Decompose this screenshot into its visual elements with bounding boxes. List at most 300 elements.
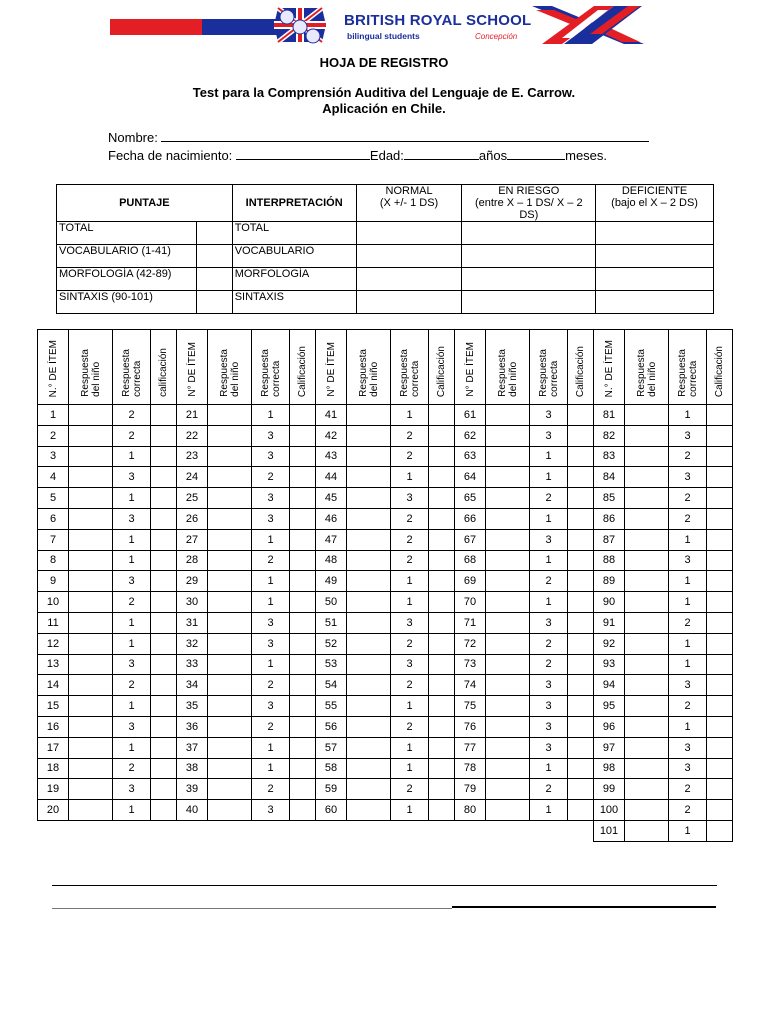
child-response-cell[interactable] <box>208 488 252 509</box>
grade-cell[interactable] <box>151 612 177 633</box>
item-number: 24 <box>177 467 208 488</box>
child-response-cell[interactable] <box>486 446 530 467</box>
child-response-cell[interactable] <box>208 737 252 758</box>
child-response-cell[interactable] <box>208 633 252 654</box>
child-response-cell[interactable] <box>625 633 669 654</box>
score-row <box>57 268 714 291</box>
child-response-cell[interactable] <box>69 592 113 613</box>
grade-header-text: calificación <box>158 348 169 397</box>
child-response-cell[interactable] <box>347 633 391 654</box>
grade-cell[interactable] <box>151 592 177 613</box>
item-number: 80 <box>455 800 486 821</box>
correct-response: 3 <box>113 779 151 800</box>
deficiente-cell[interactable] <box>596 268 714 291</box>
grade-cell[interactable] <box>151 529 177 550</box>
grade-cell[interactable] <box>429 446 455 467</box>
correct-response: 1 <box>252 405 290 426</box>
child-response-cell[interactable] <box>347 529 391 550</box>
grade-cell[interactable] <box>290 529 316 550</box>
header-banner <box>0 0 768 48</box>
grade-cell[interactable] <box>707 467 733 488</box>
grade-cell[interactable] <box>290 737 316 758</box>
grade-cell[interactable] <box>429 488 455 509</box>
child-response-cell[interactable] <box>486 696 530 717</box>
grade-cell[interactable] <box>568 571 594 592</box>
item-number: 9 <box>38 571 69 592</box>
child-response-cell[interactable] <box>625 405 669 426</box>
deficiente-cell[interactable] <box>596 245 714 268</box>
deficiente-cell[interactable] <box>596 222 714 245</box>
item-number: 43 <box>316 446 347 467</box>
edad-anos-field[interactable] <box>404 148 479 160</box>
child-response-cell[interactable] <box>486 592 530 613</box>
grade-header-text: Calificación <box>714 345 725 397</box>
grade-cell[interactable] <box>429 633 455 654</box>
normal-cell[interactable] <box>356 222 462 245</box>
grade-cell[interactable] <box>151 675 177 696</box>
child-response-cell[interactable] <box>208 446 252 467</box>
child-response-cell[interactable] <box>625 737 669 758</box>
child-response-cell[interactable] <box>486 529 530 550</box>
grade-cell[interactable] <box>290 425 316 446</box>
grade-cell[interactable] <box>568 488 594 509</box>
child-response-header <box>486 330 530 405</box>
item-number-header <box>177 330 208 405</box>
grade-cell[interactable] <box>568 550 594 571</box>
grade-cell[interactable] <box>290 467 316 488</box>
table-row <box>38 716 733 737</box>
grade-cell[interactable] <box>568 758 594 779</box>
child-response-cell[interactable] <box>69 716 113 737</box>
child-response-cell[interactable] <box>69 488 113 509</box>
correct-response: 1 <box>252 592 290 613</box>
grade-cell[interactable] <box>151 467 177 488</box>
interpretacion-label: SINTAXIS <box>232 291 356 314</box>
grade-cell[interactable] <box>707 550 733 571</box>
grade-cell[interactable] <box>151 800 177 821</box>
child-response-cell[interactable] <box>486 737 530 758</box>
grade-cell[interactable] <box>290 592 316 613</box>
grade-cell[interactable] <box>429 405 455 426</box>
table-row <box>38 508 733 529</box>
table-row <box>38 779 733 800</box>
grade-cell[interactable] <box>568 446 594 467</box>
correct-response-header-text: Respuesta correcta <box>120 349 143 397</box>
correct-response: 1 <box>530 758 568 779</box>
correct-response: 3 <box>113 467 151 488</box>
child-response-cell[interactable] <box>69 446 113 467</box>
child-response-cell[interactable] <box>347 800 391 821</box>
child-response-cell[interactable] <box>347 612 391 633</box>
child-response-cell[interactable] <box>69 633 113 654</box>
child-response-cell[interactable] <box>625 550 669 571</box>
child-response-cell[interactable] <box>69 675 113 696</box>
grade-cell[interactable] <box>568 675 594 696</box>
child-response-cell[interactable] <box>347 696 391 717</box>
grade-cell[interactable] <box>429 550 455 571</box>
grade-cell[interactable] <box>707 696 733 717</box>
child-response-cell[interactable] <box>486 654 530 675</box>
correct-response: 3 <box>669 550 707 571</box>
item-number: 86 <box>594 508 625 529</box>
item-number: 56 <box>316 716 347 737</box>
grade-cell[interactable] <box>151 425 177 446</box>
grade-cell[interactable] <box>151 405 177 426</box>
child-response-cell[interactable] <box>69 529 113 550</box>
grade-cell[interactable] <box>429 779 455 800</box>
child-response-cell[interactable] <box>625 425 669 446</box>
grade-cell[interactable] <box>290 696 316 717</box>
grade-cell[interactable] <box>707 716 733 737</box>
child-response-cell[interactable] <box>347 571 391 592</box>
riesgo-cell[interactable] <box>462 291 596 314</box>
grade-cell[interactable] <box>429 529 455 550</box>
child-response-cell[interactable] <box>69 737 113 758</box>
grade-cell[interactable] <box>290 488 316 509</box>
correct-response: 1 <box>113 550 151 571</box>
child-response-cell[interactable] <box>486 779 530 800</box>
child-response-cell[interactable] <box>625 446 669 467</box>
table-row <box>38 654 733 675</box>
grade-cell[interactable] <box>429 467 455 488</box>
puntaje-value-cell[interactable] <box>196 245 232 268</box>
fecha-row <box>108 148 668 163</box>
item-number: 68 <box>455 550 486 571</box>
nombre-label: Nombre: <box>108 130 158 145</box>
child-response-cell[interactable] <box>69 696 113 717</box>
grade-cell[interactable] <box>151 633 177 654</box>
correct-response: 3 <box>530 529 568 550</box>
item-number: 2 <box>38 425 69 446</box>
grade-cell[interactable] <box>151 779 177 800</box>
grade-cell[interactable] <box>568 696 594 717</box>
item-number-header <box>455 330 486 405</box>
child-response-cell[interactable] <box>208 467 252 488</box>
grade-cell[interactable] <box>568 425 594 446</box>
child-response-cell[interactable] <box>69 779 113 800</box>
child-response-cell[interactable] <box>486 405 530 426</box>
child-response-cell[interactable] <box>208 405 252 426</box>
grade-cell[interactable] <box>290 758 316 779</box>
child-response-cell[interactable] <box>347 716 391 737</box>
grade-cell[interactable] <box>707 820 733 841</box>
child-response-cell[interactable] <box>625 612 669 633</box>
grade-cell[interactable] <box>568 779 594 800</box>
child-response-cell[interactable] <box>208 592 252 613</box>
grade-cell[interactable] <box>151 571 177 592</box>
grade-cell[interactable] <box>568 654 594 675</box>
child-response-cell[interactable] <box>208 425 252 446</box>
normal-cell[interactable] <box>356 245 462 268</box>
correct-response: 1 <box>530 592 568 613</box>
child-response-cell[interactable] <box>208 758 252 779</box>
child-response-cell[interactable] <box>69 467 113 488</box>
child-response-cell[interactable] <box>208 612 252 633</box>
grade-cell[interactable] <box>429 737 455 758</box>
edad-meses-field[interactable] <box>507 148 565 160</box>
grade-cell[interactable] <box>707 612 733 633</box>
child-response-cell[interactable] <box>69 612 113 633</box>
grade-cell[interactable] <box>429 758 455 779</box>
item-number: 96 <box>594 716 625 737</box>
item-number: 60 <box>316 800 347 821</box>
child-response-cell[interactable] <box>208 696 252 717</box>
correct-response: 3 <box>391 612 429 633</box>
child-response-cell[interactable] <box>625 467 669 488</box>
child-response-cell[interactable] <box>625 508 669 529</box>
child-response-cell[interactable] <box>625 779 669 800</box>
child-response-cell[interactable] <box>625 529 669 550</box>
grade-cell[interactable] <box>290 446 316 467</box>
grade-cell[interactable] <box>707 571 733 592</box>
child-response-cell[interactable] <box>69 405 113 426</box>
child-response-cell[interactable] <box>347 405 391 426</box>
child-response-cell[interactable] <box>486 467 530 488</box>
child-response-cell[interactable] <box>208 779 252 800</box>
child-response-cell[interactable] <box>486 633 530 654</box>
grade-cell[interactable] <box>429 425 455 446</box>
grade-cell[interactable] <box>568 405 594 426</box>
item-number: 66 <box>455 508 486 529</box>
grade-cell[interactable] <box>568 800 594 821</box>
child-response-cell[interactable] <box>625 820 669 841</box>
grade-cell[interactable] <box>707 508 733 529</box>
item-number: 50 <box>316 592 347 613</box>
correct-response: 1 <box>669 529 707 550</box>
child-response-cell[interactable] <box>347 508 391 529</box>
child-response-cell[interactable] <box>625 488 669 509</box>
child-response-cell[interactable] <box>625 571 669 592</box>
child-response-cell[interactable] <box>486 675 530 696</box>
grade-cell[interactable] <box>290 779 316 800</box>
grade-cell[interactable] <box>707 488 733 509</box>
grade-cell[interactable] <box>707 758 733 779</box>
child-response-cell[interactable] <box>347 592 391 613</box>
item-number: 39 <box>177 779 208 800</box>
item-number: 52 <box>316 633 347 654</box>
empty-cell <box>316 820 347 841</box>
deficiente-cell[interactable] <box>596 291 714 314</box>
child-response-cell[interactable] <box>625 675 669 696</box>
puntaje-value-cell[interactable] <box>196 268 232 291</box>
item-number: 18 <box>38 758 69 779</box>
grade-cell[interactable] <box>429 612 455 633</box>
grade-cell[interactable] <box>290 800 316 821</box>
correct-response: 3 <box>530 425 568 446</box>
child-response-cell[interactable] <box>625 592 669 613</box>
grade-cell[interactable] <box>707 737 733 758</box>
child-response-cell[interactable] <box>208 716 252 737</box>
child-response-cell[interactable] <box>347 675 391 696</box>
item-number: 77 <box>455 737 486 758</box>
child-response-cell[interactable] <box>347 425 391 446</box>
grade-cell[interactable] <box>290 675 316 696</box>
correct-response: 2 <box>391 529 429 550</box>
puntaje-value-cell[interactable] <box>196 222 232 245</box>
child-response-cell[interactable] <box>69 758 113 779</box>
grade-cell[interactable] <box>568 467 594 488</box>
grade-cell[interactable] <box>707 592 733 613</box>
correct-response: 1 <box>391 800 429 821</box>
grade-cell[interactable] <box>568 529 594 550</box>
normal-cell[interactable] <box>356 291 462 314</box>
correct-response: 3 <box>252 508 290 529</box>
grade-cell[interactable] <box>707 779 733 800</box>
correct-response: 2 <box>530 633 568 654</box>
child-response-cell[interactable] <box>69 800 113 821</box>
grade-cell[interactable] <box>568 633 594 654</box>
grade-cell[interactable] <box>290 633 316 654</box>
child-response-cell[interactable] <box>347 488 391 509</box>
grade-cell[interactable] <box>151 550 177 571</box>
grade-cell[interactable] <box>290 654 316 675</box>
child-response-cell[interactable] <box>208 675 252 696</box>
grade-cell[interactable] <box>151 446 177 467</box>
item-number-header <box>316 330 347 405</box>
child-response-cell[interactable] <box>486 425 530 446</box>
correct-response: 3 <box>530 675 568 696</box>
child-response-cell[interactable] <box>486 550 530 571</box>
grade-cell[interactable] <box>568 592 594 613</box>
score-row <box>57 222 714 245</box>
grade-cell[interactable] <box>707 425 733 446</box>
child-response-cell[interactable] <box>69 654 113 675</box>
grade-cell[interactable] <box>429 654 455 675</box>
child-response-cell[interactable] <box>208 529 252 550</box>
grade-cell[interactable] <box>151 654 177 675</box>
child-response-cell[interactable] <box>625 758 669 779</box>
grade-cell[interactable] <box>429 800 455 821</box>
correct-response: 1 <box>113 633 151 654</box>
child-response-cell[interactable] <box>486 612 530 633</box>
grade-cell[interactable] <box>707 529 733 550</box>
grade-cell[interactable] <box>429 508 455 529</box>
grade-cell[interactable] <box>290 716 316 737</box>
grade-cell[interactable] <box>568 612 594 633</box>
grade-cell[interactable] <box>429 696 455 717</box>
grade-cell[interactable] <box>429 716 455 737</box>
grade-cell[interactable] <box>290 508 316 529</box>
item-number-header-text: N° DE ÍTEM <box>464 342 476 397</box>
correct-response: 1 <box>252 571 290 592</box>
child-response-cell[interactable] <box>625 800 669 821</box>
child-response-cell[interactable] <box>208 550 252 571</box>
child-response-header <box>347 330 391 405</box>
child-response-cell[interactable] <box>208 800 252 821</box>
item-number: 61 <box>455 405 486 426</box>
child-response-cell[interactable] <box>69 550 113 571</box>
child-response-cell[interactable] <box>347 737 391 758</box>
child-response-cell[interactable] <box>625 696 669 717</box>
child-response-cell[interactable] <box>347 446 391 467</box>
nombre-field[interactable] <box>161 130 649 142</box>
correct-response: 1 <box>391 571 429 592</box>
grade-cell[interactable] <box>707 654 733 675</box>
grade-cell[interactable] <box>290 612 316 633</box>
child-response-cell[interactable] <box>486 508 530 529</box>
child-response-cell[interactable] <box>347 758 391 779</box>
nombre-row <box>108 130 658 145</box>
child-response-cell[interactable] <box>69 508 113 529</box>
item-number-header <box>38 330 69 405</box>
item-number: 54 <box>316 675 347 696</box>
grade-cell[interactable] <box>290 550 316 571</box>
child-response-cell[interactable] <box>625 654 669 675</box>
grade-cell[interactable] <box>568 737 594 758</box>
grade-cell[interactable] <box>429 675 455 696</box>
grade-cell[interactable] <box>151 758 177 779</box>
grade-cell[interactable] <box>290 405 316 426</box>
riesgo-cell[interactable] <box>462 268 596 291</box>
grade-cell[interactable] <box>151 508 177 529</box>
normal-cell[interactable] <box>356 268 462 291</box>
child-response-cell[interactable] <box>486 488 530 509</box>
riesgo-cell[interactable] <box>462 245 596 268</box>
grade-cell[interactable] <box>429 592 455 613</box>
grade-cell[interactable] <box>151 716 177 737</box>
child-response-cell[interactable] <box>347 654 391 675</box>
correct-response: 1 <box>669 633 707 654</box>
child-response-cell[interactable] <box>486 758 530 779</box>
grade-cell[interactable] <box>151 737 177 758</box>
child-response-cell[interactable] <box>208 571 252 592</box>
grade-cell[interactable] <box>151 696 177 717</box>
child-response-cell[interactable] <box>69 571 113 592</box>
child-response-cell[interactable] <box>69 425 113 446</box>
riesgo-cell[interactable] <box>462 222 596 245</box>
child-response-cell[interactable] <box>347 550 391 571</box>
child-response-cell[interactable] <box>625 716 669 737</box>
grade-cell[interactable] <box>568 508 594 529</box>
correct-response: 3 <box>252 800 290 821</box>
item-number: 38 <box>177 758 208 779</box>
grade-cell[interactable] <box>568 716 594 737</box>
correct-response: 1 <box>391 696 429 717</box>
correct-response: 2 <box>669 612 707 633</box>
edad-label: Edad: <box>369 148 404 163</box>
item-table <box>37 329 733 842</box>
grade-cell[interactable] <box>707 800 733 821</box>
grade-cell[interactable] <box>151 488 177 509</box>
correct-response: 2 <box>252 550 290 571</box>
child-response-cell[interactable] <box>486 716 530 737</box>
child-response-cell[interactable] <box>486 800 530 821</box>
child-response-cell[interactable] <box>208 654 252 675</box>
child-response-cell[interactable] <box>347 779 391 800</box>
interpretacion-header: INTERPRETACIÓN <box>232 185 356 222</box>
grade-cell[interactable] <box>707 405 733 426</box>
grade-cell[interactable] <box>290 571 316 592</box>
fecha-field[interactable] <box>236 148 370 160</box>
item-number: 73 <box>455 654 486 675</box>
correct-response: 2 <box>669 446 707 467</box>
child-response-cell[interactable] <box>486 571 530 592</box>
grade-cell[interactable] <box>707 446 733 467</box>
child-response-cell[interactable] <box>208 508 252 529</box>
puntaje-value-cell[interactable] <box>196 291 232 314</box>
item-number-header-text: N.° DE ÍTEM <box>603 339 615 397</box>
correct-response: 1 <box>530 508 568 529</box>
grade-cell[interactable] <box>707 633 733 654</box>
child-response-cell[interactable] <box>347 467 391 488</box>
grade-cell[interactable] <box>429 571 455 592</box>
puntaje-label: VOCABULARIO (1-41) <box>57 245 197 268</box>
grade-header <box>707 330 733 405</box>
empty-cell <box>486 820 530 841</box>
empty-cell <box>347 820 391 841</box>
grade-cell[interactable] <box>707 675 733 696</box>
meses-label: meses. <box>565 148 608 163</box>
